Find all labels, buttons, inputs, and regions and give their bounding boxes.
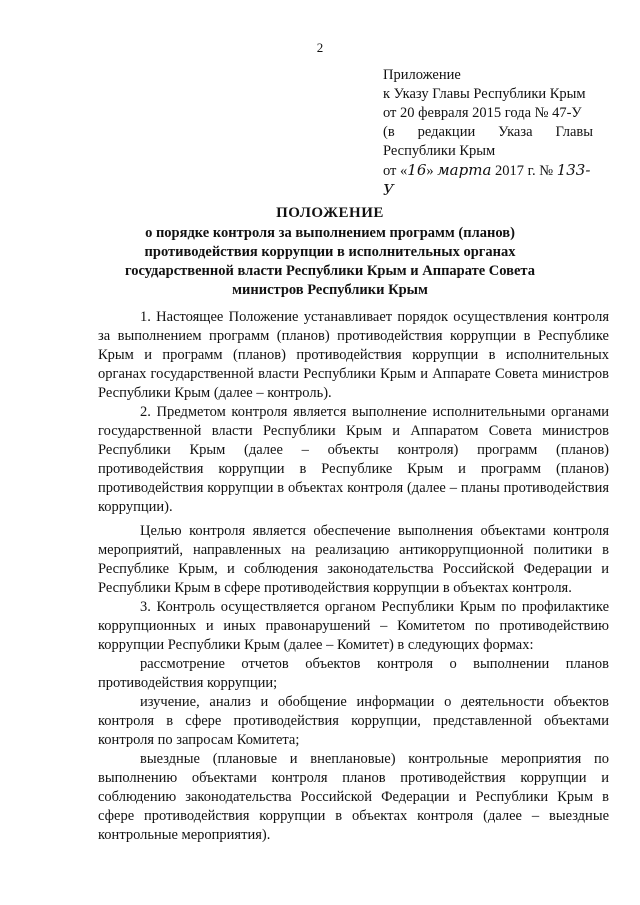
subtitle-line: о порядке контроля за выполнением программ (планов): [145, 225, 515, 241]
handwritten-month: марта: [437, 161, 492, 179]
appendix-line: от 20 февраля 2015 года № 47-У: [383, 105, 582, 121]
paragraph-form-analysis: изучение, анализ и обобщение информации о деятельности объектов контроля в сфере противодействия коррупции, представленной объектами контроля по запросам Комитета;: [98, 694, 609, 748]
document-subtitle: [60, 224, 600, 300]
appendix-line: (в редакции Указа Главы: [383, 124, 593, 140]
appendix-line: Приложение: [383, 67, 461, 83]
subtitle-line: государственной власти Республики Крым и Аппарате Совета: [125, 263, 535, 279]
appendix-block: [383, 66, 593, 201]
page-number: 2: [316, 40, 324, 55]
paragraph-form-reports: рассмотрение отчетов объектов контроля о выполнении планов противодействия коррупции;: [98, 656, 609, 691]
document-body: [98, 308, 609, 845]
handwritten-day: 16: [407, 161, 427, 179]
paragraph-2: 2. Предметом контроля является выполнение исполнительными органами государственной власти Республики Крым и Аппаратом Совета министров Республики Крым (далее – объекты контроля) программ (планов) противодействия коррупции в Республике Крым и программ (планов) противодействия коррупции в объектах контроля (далее – планы противодействия коррупции).: [98, 404, 609, 515]
paragraph-1: 1. Настоящее Положение устанавливает порядок осуществления контроля за выполнением программ (планов) противодействия коррупции в Республике Крым и программ (планов) противодействия коррупции в исполнительных органах государственной власти Республики Крым и Аппарате Совета министров Республики Крым (далее – контроль).: [98, 309, 609, 401]
paragraph-form-inspections: выездные (плановые и внеплановые) контрольные мероприятия по выполнению объектами контроля планов противодействия коррупции и соблюдению законодательства Российской Федерации и Республики Крым в сфере противодействия коррупции в объектах контроля (далее – выездные контрольные мероприятия).: [98, 751, 609, 843]
appendix-line: Республики Крым: [383, 143, 496, 159]
date-mid: »: [426, 163, 438, 179]
paragraph-goal: Целью контроля является обеспечение выполнения объектами контроля мероприятий, направленных на реализацию антикоррупционной политики в Республике Крым, и соблюдения законодательства Российской Федерации и Республики Крым в сфере противодействия коррупции в объектах контроля.: [98, 523, 609, 596]
document-title: ПОЛОЖЕНИЕ: [276, 205, 384, 221]
appendix-line: к Указу Главы Республики Крым: [383, 86, 586, 102]
date-year: 2017 г. №: [491, 163, 557, 179]
date-prefix: от «: [383, 163, 408, 179]
appendix-date-line: [383, 161, 593, 201]
subtitle-line: противодействия коррупции в исполнительных органах: [144, 244, 516, 260]
paragraph-3: 3. Контроль осуществляется органом Республики Крым по профилактике коррупционных и иных правонарушений – Комитетом по противодействию коррупции Республики Крым (далее – Комитет) в следующих формах:: [98, 599, 609, 653]
subtitle-line: министров Республики Крым: [232, 282, 428, 298]
handwritten-number: 133-У: [383, 161, 591, 199]
